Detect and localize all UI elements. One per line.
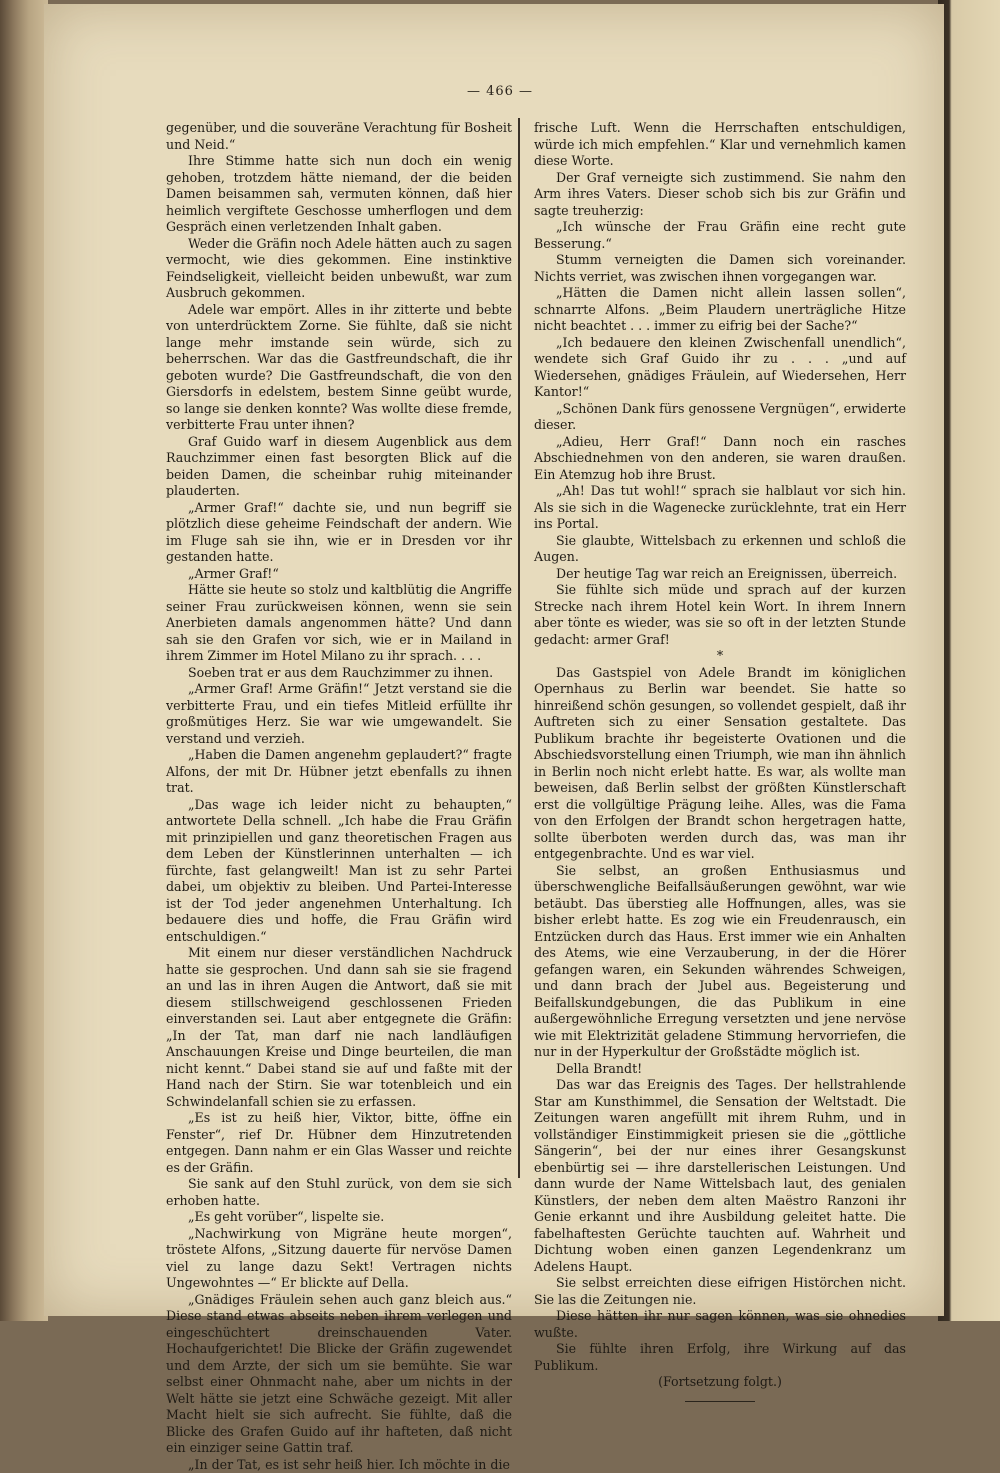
section-separator: * (534, 648, 906, 665)
paragraph: „Das wage ich leider nicht zu behaupten,“ antwortete Della schnell. „Ich habe die Frau Gräfin mit prinzipiellen und ganz theoretischen Fragen aus dem Leben der Künstlerinnen unterhalten — ich fürchte, fast gelangweilt! Man ist zu sehr Partei dabei, um objektiv zu bleiben. Und Partei-Interesse ist der Tod jeder angenehmen Unterhaltung. Ich bedauere dies und hoffe, die Frau Gräfin wird entschuldigen.“ (166, 797, 512, 946)
paragraph: Stumm verneigten die Damen sich voreinander. Nichts verriet, was zwischen ihnen vorgegangen war. (534, 252, 906, 285)
column-divider (518, 118, 520, 1178)
paragraph: „Es geht vorüber“, lispelte sie. (166, 1209, 512, 1226)
paragraph: „Ah! Das tut wohl!“ sprach sie halblaut vor sich hin. Als sie sich in die Wagenecke zurücklehnte, trat ein Herr ins Portal. (534, 483, 906, 533)
paragraph: „Armer Graf!“ dachte sie, und nun begriff sie plötzlich diese geheime Feindschaft der andern. Wie im Fluge sah sie ihn, wie er in Dresden vor ihr gestanden hatte. (166, 500, 512, 566)
paragraph: Sie sank auf den Stuhl zurück, von dem sie sich erhoben hatte. (166, 1176, 512, 1209)
paragraph: Sie selbst erreichten diese eifrigen Histörchen nicht. Sie las die Zeitungen nie. (534, 1275, 906, 1308)
end-rule (685, 1401, 755, 1402)
paragraph: „Armer Graf! Arme Gräfin!“ Jetzt verstand sie die verbitterte Frau, und ein tiefes Mitleid erfüllte ihr großmütiges Herz. Sie war wie umgewandelt. Sie verstand und verzieh. (166, 681, 512, 747)
paragraph: „Haben die Damen angenehm geplaudert?“ fragte Alfons, der mit Dr. Hübner jetzt ebenfalls zu ihnen trat. (166, 747, 512, 797)
paragraph: „Schönen Dank fürs genossene Vergnügen“, erwiderte dieser. (534, 401, 906, 434)
continuation-note: (Fortsetzung folgt.) (534, 1374, 906, 1391)
paragraph: „Adieu, Herr Graf!“ Dann noch ein rasches Abschiednehmen von den anderen, sie waren draußen. Ein Atemzug hob ihre Brust. (534, 434, 906, 484)
paragraph: Soeben trat er aus dem Rauchzimmer zu ihnen. (166, 665, 512, 682)
paragraph: Adele war empört. Alles in ihr zitterte und bebte von unterdrücktem Zorne. Sie fühlte, daß sie nicht lange mehr imstande sein würde, sich zu beherrschen. War das die Gastfreundschaft, die ihr geboten wurde? Die Gastfreundschaft, die von den Giersdorfs in edelstem, bestem Sinne geübt wurde, so lange sie denken konnte? Was wollte diese fremde, verbitterte Frau unter ihnen? (166, 302, 512, 434)
paragraph: „Hätten die Damen nicht allein lassen sollen“, schnarrte Alfons. „Beim Plaudern unerträgliche Hitze nicht beachtet . . . immer zu eifrig bei der Sache?“ (534, 285, 906, 335)
paragraph: Sie selbst, an großen Enthusiasmus und überschwengliche Beifallsäußerungen gewöhnt, war wie betäubt. Das überstieg alle Hoffnungen, alles, was sie bisher erlebt hatte. Es zog wie ein Freudenrausch, ein Entzücken durch das Haus. Erst immer wie ein Anhalten des Atems, wie eine Verzauberung, in der die Hörer gefangen waren, ein Sekunden währendes Schweigen, und dann brach der Jubel aus. Begeisterung und Beifallskundgebungen, die das Publikum in eine außergewöhnliche Erregung versetzten und jene nervöse wie mit Elektrizität geladene Stimmung hervorriefen, die nur in der Hyperkultur der Großstädte möglich ist. (534, 863, 906, 1061)
paragraph: „Gnädiges Fräulein sehen auch ganz bleich aus.“ Diese stand etwas abseits neben ihrem verlegen und eingeschüchtert dreinschauenden Vater. Hochaufgerichtet! Die Blicke der Gräfin zugewendet und dem Arzte, der sich um sie bemühte. Sie war selbst einer Ohnmacht nahe, aber um nichts in der Welt hätte sie jetzt eine Schwäche gezeigt. Mit aller Macht hielt sie sich aufrecht. Sie fühlte, daß die Blicke des Grafen Guido auf ihr hafteten, daß nicht ein einziger seine Gattin traf. (166, 1292, 512, 1457)
paragraph: „Ich bedauere den kleinen Zwischenfall unendlich“, wendete sich Graf Guido ihr zu . . . „und auf Wiedersehen, gnädiges Fräulein, auf Wiedersehen, Herr Kantor!“ (534, 335, 906, 401)
book-edge-left (0, 0, 48, 1321)
paragraph: Weder die Gräfin noch Adele hätten auch zu sagen vermocht, wie dies gekommen. Eine instinktive Feindseligkeit, vielleicht beiden unbewußt, war zum Ausbruch gekommen. (166, 236, 512, 302)
paragraph: „Armer Graf!“ (166, 566, 512, 583)
paragraph: Das Gastspiel von Adele Brandt im königlichen Opernhaus zu Berlin war beendet. Sie hatte so hinreißend schön gesungen, so vollendet gespielt, daß ihr Auftreten sich zu einer Sensation gestaltete. Das Publikum brachte ihr begeisterte Ovationen und die Abschiedsvorstellung einen Triumph, wie man ihn ähnlich in Berlin noch nicht erlebt hatte. Es war, als wollte man beweisen, daß Berlin selbst der größten Künstlerschaft erst die vollgültige Prägung leihe. Alles, was die Fama von den Erfolgen der Brandt schon hergetragen hatte, sollte überboten werden durch das, was man ihr entgegenbrachte. Und es war viel. (534, 665, 906, 863)
book-edge-right (938, 0, 1000, 1321)
right-column (534, 120, 906, 1402)
paragraph: Sie glaubte, Wittelsbach zu erkennen und schloß die Augen. (534, 533, 906, 566)
paragraph: frische Luft. Wenn die Herrschaften entschuldigen, würde ich mich empfehlen.“ Klar und vernehmlich kamen diese Worte. (534, 120, 906, 170)
paragraph: Das war das Ereignis des Tages. Der hellstrahlende Star am Kunsthimmel, die Sensation der Weltstadt. Die Zeitungen waren angefüllt mit ihrem Ruhm, und in vollständiger Einstimmigkeit priesen sie die „göttliche Sängerin“, bei der nur eines ihrer Gesangskunst ebenbürtig sei — ihre darstellerischen Leistungen. Und dann wurde der Name Wittelsbach laut, des genialen Künstlers, der neben dem alten Maëstro Ranzoni ihr Genie erkannt und ihre Ausbildung geleitet hatte. Die fabelhaftesten Gerüchte tauchten auf. Wahrheit und Dichtung woben einen ganzen Legendenkranz um Adelens Haupt. (534, 1077, 906, 1275)
paragraph: „Es ist zu heiß hier, Viktor, bitte, öffne ein Fenster“, rief Dr. Hübner dem Hinzutretenden entgegen. Dann nahm er ein Glas Wasser und reichte es der Gräfin. (166, 1110, 512, 1176)
page-number: — 466 — (0, 84, 1000, 99)
paragraph: Graf Guido warf in diesem Augenblick aus dem Rauchzimmer einen fast besorgten Blick auf die beiden Damen, die scheinbar ruhig miteinander plauderten. (166, 434, 512, 500)
paragraph: gegenüber, und die souveräne Verachtung für Bosheit und Neid.“ (166, 120, 512, 153)
paragraph: Mit einem nur dieser verständlichen Nachdruck hatte sie gesprochen. Und dann sah sie sie fragend an und las in ihren Augen die Antwort, daß sie mit diesem stillschweigend geschlossenen Frieden einverstanden sei. Laut aber entgegnete die Gräfin: „In der Tat, man darf nie nach landläufigen Anschauungen Kreise und Dinge beurteilen, die man nicht kennt.“ Dabei stand sie auf und faßte mit der Hand nach der Stirn. Sie war totenbleich und ein Schwindelanfall schien sie zu erfassen. (166, 945, 512, 1110)
paragraph: Diese hätten ihr nur sagen können, was sie ohnedies wußte. (534, 1308, 906, 1341)
paragraph: Ihre Stimme hatte sich nun doch ein wenig gehoben, trotzdem hätte niemand, der die beiden Damen beisammen sah, vermuten können, daß hier heimlich vergiftete Geschosse umherflogen und dem Gespräch einen verletzenden Inhalt gaben. (166, 153, 512, 236)
paragraph: Hätte sie heute so stolz und kaltblütig die Angriffe seiner Frau zurückweisen können, wenn sie sein Anerbieten damals angenommen hätte? Und dann sah sie den Grafen vor sich, wie er in Mailand in ihrem Zimmer im Hotel Milano zu ihr sprach. . . . (166, 582, 512, 665)
left-column (166, 120, 512, 1473)
paragraph: „Nachwirkung von Migräne heute morgen“, tröstete Alfons, „Sitzung dauerte für nervöse Damen viel zu lange dazu Sekt! Vertragen nichts Ungewohntes —“ Er blickte auf Della. (166, 1226, 512, 1292)
paragraph: Der heutige Tag war reich an Ereignissen, überreich. (534, 566, 906, 583)
paragraph: „In der Tat, es ist sehr heiß hier. Ich möchte in die (166, 1457, 512, 1473)
paragraph: Sie fühlte sich müde und sprach auf der kurzen Strecke nach ihrem Hotel kein Wort. In ihrem Innern aber tönte es wieder, was sie so oft in der letzten Stunde gedacht: armer Graf! (534, 582, 906, 648)
paragraph: Der Graf verneigte sich zustimmend. Sie nahm den Arm ihres Vaters. Dieser schob sich bis zur Gräfin und sagte treuherzig: (534, 170, 906, 220)
paragraph: Sie fühlte ihren Erfolg, ihre Wirkung auf das Publikum. (534, 1341, 906, 1374)
paragraph: Della Brandt! (534, 1061, 906, 1078)
paragraph: „Ich wünsche der Frau Gräfin eine recht gute Besserung.“ (534, 219, 906, 252)
